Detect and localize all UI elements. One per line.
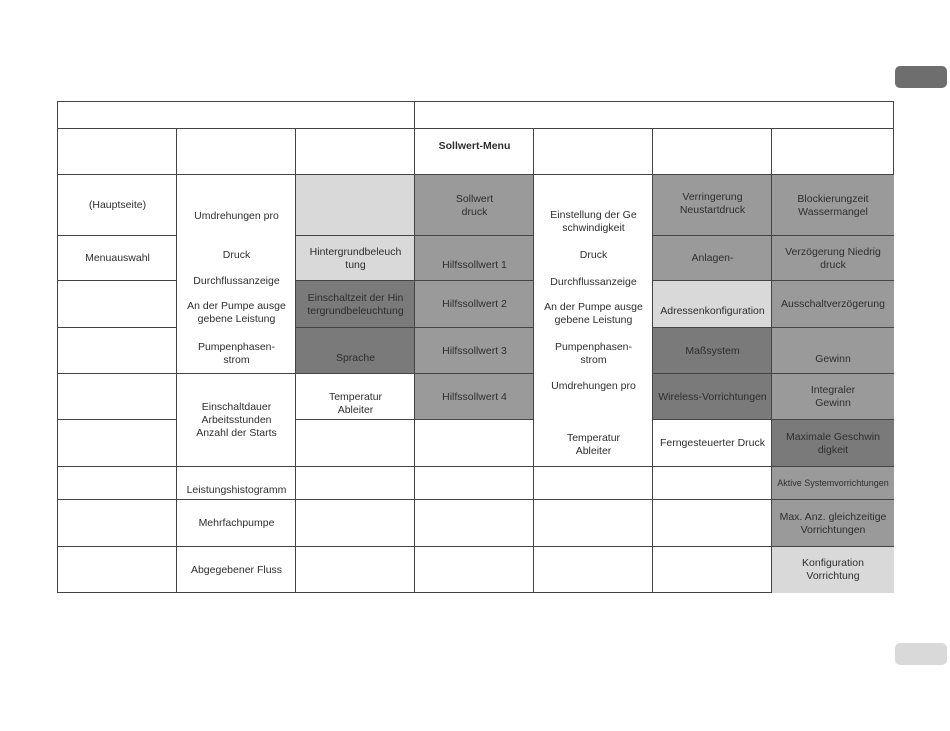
cell-multipump: Mehrfachpumpe bbox=[198, 517, 275, 529]
cell-menu-select: Menuauswahl bbox=[85, 252, 150, 264]
cell-restart-reduction: Verringerung Neustartdruck bbox=[653, 175, 772, 236]
cell-integral-gain: Integraler Gewinn bbox=[772, 374, 894, 420]
cell-blank-shaded bbox=[296, 175, 415, 236]
row-divider bbox=[653, 373, 894, 374]
cell-device-config: Konfiguration Vorrichtung bbox=[772, 547, 894, 593]
cell-speed-setting: Einstellung der Ge schwindigkeit bbox=[550, 209, 637, 234]
cell-gain: Gewinn bbox=[772, 328, 894, 374]
row-divider bbox=[296, 419, 534, 420]
cell-language: Sprache bbox=[296, 328, 415, 374]
row-divider bbox=[58, 499, 894, 500]
cell-max-speed: Maximale Geschwin digkeit bbox=[772, 420, 894, 467]
row-divider bbox=[58, 373, 534, 374]
cell-aux-setpoint-3: Hilfssollwert 3 bbox=[415, 328, 534, 374]
column-divider bbox=[652, 128, 653, 593]
cell-wireless: Wireless-Vorrichtungen bbox=[653, 374, 772, 420]
page-tab-marker bbox=[895, 66, 947, 88]
cell-phase-current-2: Pumpenphasen- strom bbox=[554, 341, 633, 366]
column-divider bbox=[176, 128, 177, 593]
cell-power-histogram: Leistungshistogramm bbox=[186, 484, 287, 496]
cell-active-devices: Aktive Systemvorrichtungen bbox=[772, 467, 894, 500]
cell-temperature-heatsink: Temperatur Ableiter bbox=[328, 391, 383, 416]
cell-unit-system: Maßsystem bbox=[653, 328, 772, 374]
cell-delivered-flow: Abgegebener Fluss bbox=[190, 563, 283, 576]
row-divider bbox=[58, 546, 894, 547]
cell-speed-2: Umdrehungen pro bbox=[551, 379, 636, 392]
cell-power: An der Pumpe ausge gebene Leistung bbox=[187, 300, 286, 325]
column-divider bbox=[295, 128, 296, 593]
cell-main-page: (Hauptseite) bbox=[88, 199, 147, 211]
cell-flow-2: Durchflussanzeige bbox=[550, 275, 637, 288]
column-divider bbox=[414, 102, 415, 593]
cell-setpoint-pressure: Sollwert druck bbox=[415, 175, 534, 236]
column-divider bbox=[533, 128, 534, 593]
cell-flow: Durchflussanzeige bbox=[193, 274, 280, 287]
row-divider bbox=[653, 235, 894, 236]
row-divider bbox=[58, 128, 894, 129]
menu-structure-table bbox=[57, 101, 894, 593]
cell-temperature-2: Temperatur Ableiter bbox=[566, 432, 621, 457]
row-divider bbox=[58, 466, 894, 467]
cell-backlight: Hintergrundbeleuch tung bbox=[296, 236, 415, 281]
row-divider bbox=[296, 235, 534, 236]
cell-power-2: An der Pumpe ausge gebene Leistung bbox=[544, 301, 643, 326]
cell-remote-pressure: Ferngesteuerter Druck bbox=[659, 437, 766, 449]
row-divider bbox=[653, 419, 894, 420]
cell-operating-hours: Einschaltdauer Arbeitsstunden Anzahl der Starts bbox=[196, 400, 277, 439]
cell-speed: Umdrehungen pro bbox=[194, 209, 279, 222]
row-divider bbox=[653, 327, 894, 328]
row-divider bbox=[58, 235, 177, 236]
row-divider bbox=[296, 280, 534, 281]
cell-aux-setpoint-4: Hilfssollwert 4 bbox=[415, 374, 534, 420]
cell-low-pressure-delay: Verzögerung Niedrig druck bbox=[772, 236, 894, 281]
cell-dry-run-block: Blockierungzeit Wassermangel bbox=[772, 175, 894, 236]
page-tab-marker-bottom bbox=[895, 643, 947, 665]
cell-address-config: Adressenkonfiguration bbox=[653, 281, 772, 328]
cell-pressure-2: Druck bbox=[579, 248, 608, 261]
cell-pressure: Druck bbox=[222, 248, 251, 261]
row-divider bbox=[653, 280, 894, 281]
cell-aux-setpoint-2: Hilfssollwert 2 bbox=[415, 281, 534, 328]
cell-max-simultaneous: Max. Anz. gleichzeitige Vorrichtungen bbox=[772, 500, 894, 547]
row-divider bbox=[58, 174, 894, 175]
cell-shutdown-delay: Ausschaltverzögerung bbox=[772, 281, 894, 328]
column-divider bbox=[771, 128, 772, 593]
row-divider bbox=[58, 419, 177, 420]
cell-aux-setpoint-1: Hilfssollwert 1 bbox=[415, 236, 534, 281]
cell-systems: Anlagen- bbox=[653, 236, 772, 281]
cell-phase-current: Pumpenphasen- strom bbox=[197, 341, 276, 366]
cell-backlight-time: Einschaltzeit der Hin tergrundbeleuchtung bbox=[296, 281, 415, 328]
header-setpoint-menu: Sollwert-Menu bbox=[438, 139, 511, 152]
row-divider bbox=[58, 280, 177, 281]
row-divider bbox=[296, 327, 534, 328]
row-divider bbox=[58, 327, 177, 328]
